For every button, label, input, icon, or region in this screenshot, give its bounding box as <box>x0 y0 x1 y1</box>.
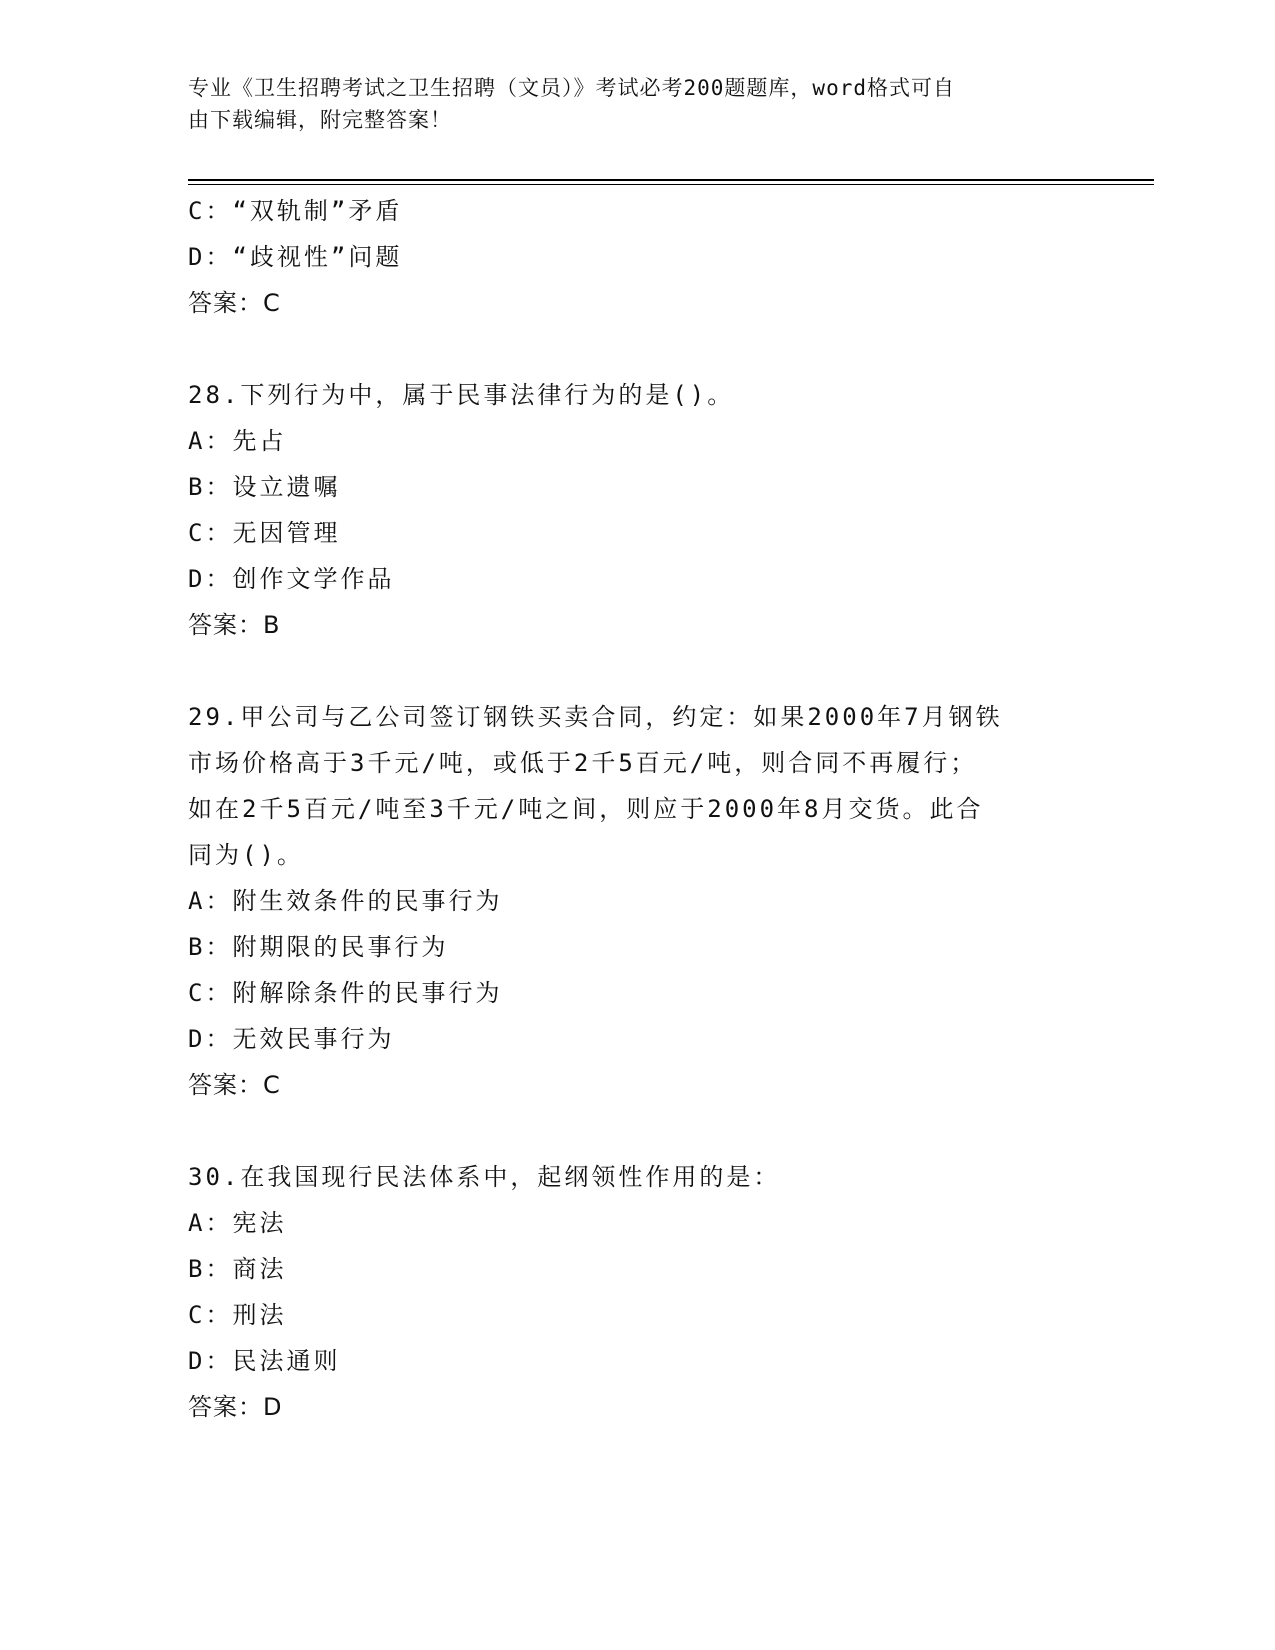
option-a: A：附生效条件的民事行为 <box>188 887 503 915</box>
question-stem-line-3: 如在2千5百元/吨至3千元/吨之间，则应于2000年8月交货。此合 <box>188 795 984 823</box>
question-30 <box>188 1154 1088 1430</box>
option-a: A：宪法 <box>188 1209 287 1237</box>
header-divider-thin <box>188 184 1154 185</box>
spacer <box>188 1108 1088 1154</box>
answer-line: 答案：C <box>188 1071 281 1099</box>
previous-question-tail <box>188 188 1088 326</box>
spacer <box>188 326 1088 372</box>
answer-line: 答案：D <box>188 1393 283 1421</box>
option-c: C：无因管理 <box>188 519 341 547</box>
option-b: B：商法 <box>188 1255 287 1283</box>
question-stem-line-2: 市场价格高于3千元/吨，或低于2千5百元/吨，则合同不再履行； <box>188 749 978 777</box>
question-28 <box>188 372 1088 648</box>
option-a: A：先占 <box>188 427 287 455</box>
header-line-1: 专业《卫生招聘考试之卫生招聘（文员）》考试必考200题题库，word格式可自 <box>188 76 955 100</box>
header-divider-thick <box>188 179 1154 181</box>
document-header <box>188 72 1068 136</box>
option-b: B：附期限的民事行为 <box>188 933 449 961</box>
spacer <box>188 648 1088 694</box>
option-c: C：附解除条件的民事行为 <box>188 979 503 1007</box>
option-d: D：无效民事行为 <box>188 1025 395 1053</box>
question-stem-line-1: 29.甲公司与乙公司签订钢铁买卖合同，约定：如果2000年7月钢铁 <box>188 703 1003 731</box>
question-stem-line-4: 同为()。 <box>188 841 304 869</box>
question-content <box>188 188 1088 1430</box>
question-29 <box>188 694 1088 1108</box>
option-b: B：设立遗嘱 <box>188 473 341 501</box>
option-d: D：民法通则 <box>188 1347 341 1375</box>
option-c: C：“双轨制”矛盾 <box>188 197 403 225</box>
answer-line: 答案：B <box>188 611 281 639</box>
option-d: D：“歧视性”问题 <box>188 243 403 271</box>
option-c: C：刑法 <box>188 1301 287 1329</box>
header-line-2: 由下载编辑，附完整答案！ <box>188 108 452 132</box>
answer-line: 答案：C <box>188 289 281 317</box>
question-stem: 30.在我国现行民法体系中，起纲领性作用的是： <box>188 1163 781 1191</box>
question-stem: 28.下列行为中，属于民事法律行为的是()。 <box>188 381 735 409</box>
option-d: D：创作文学作品 <box>188 565 395 593</box>
